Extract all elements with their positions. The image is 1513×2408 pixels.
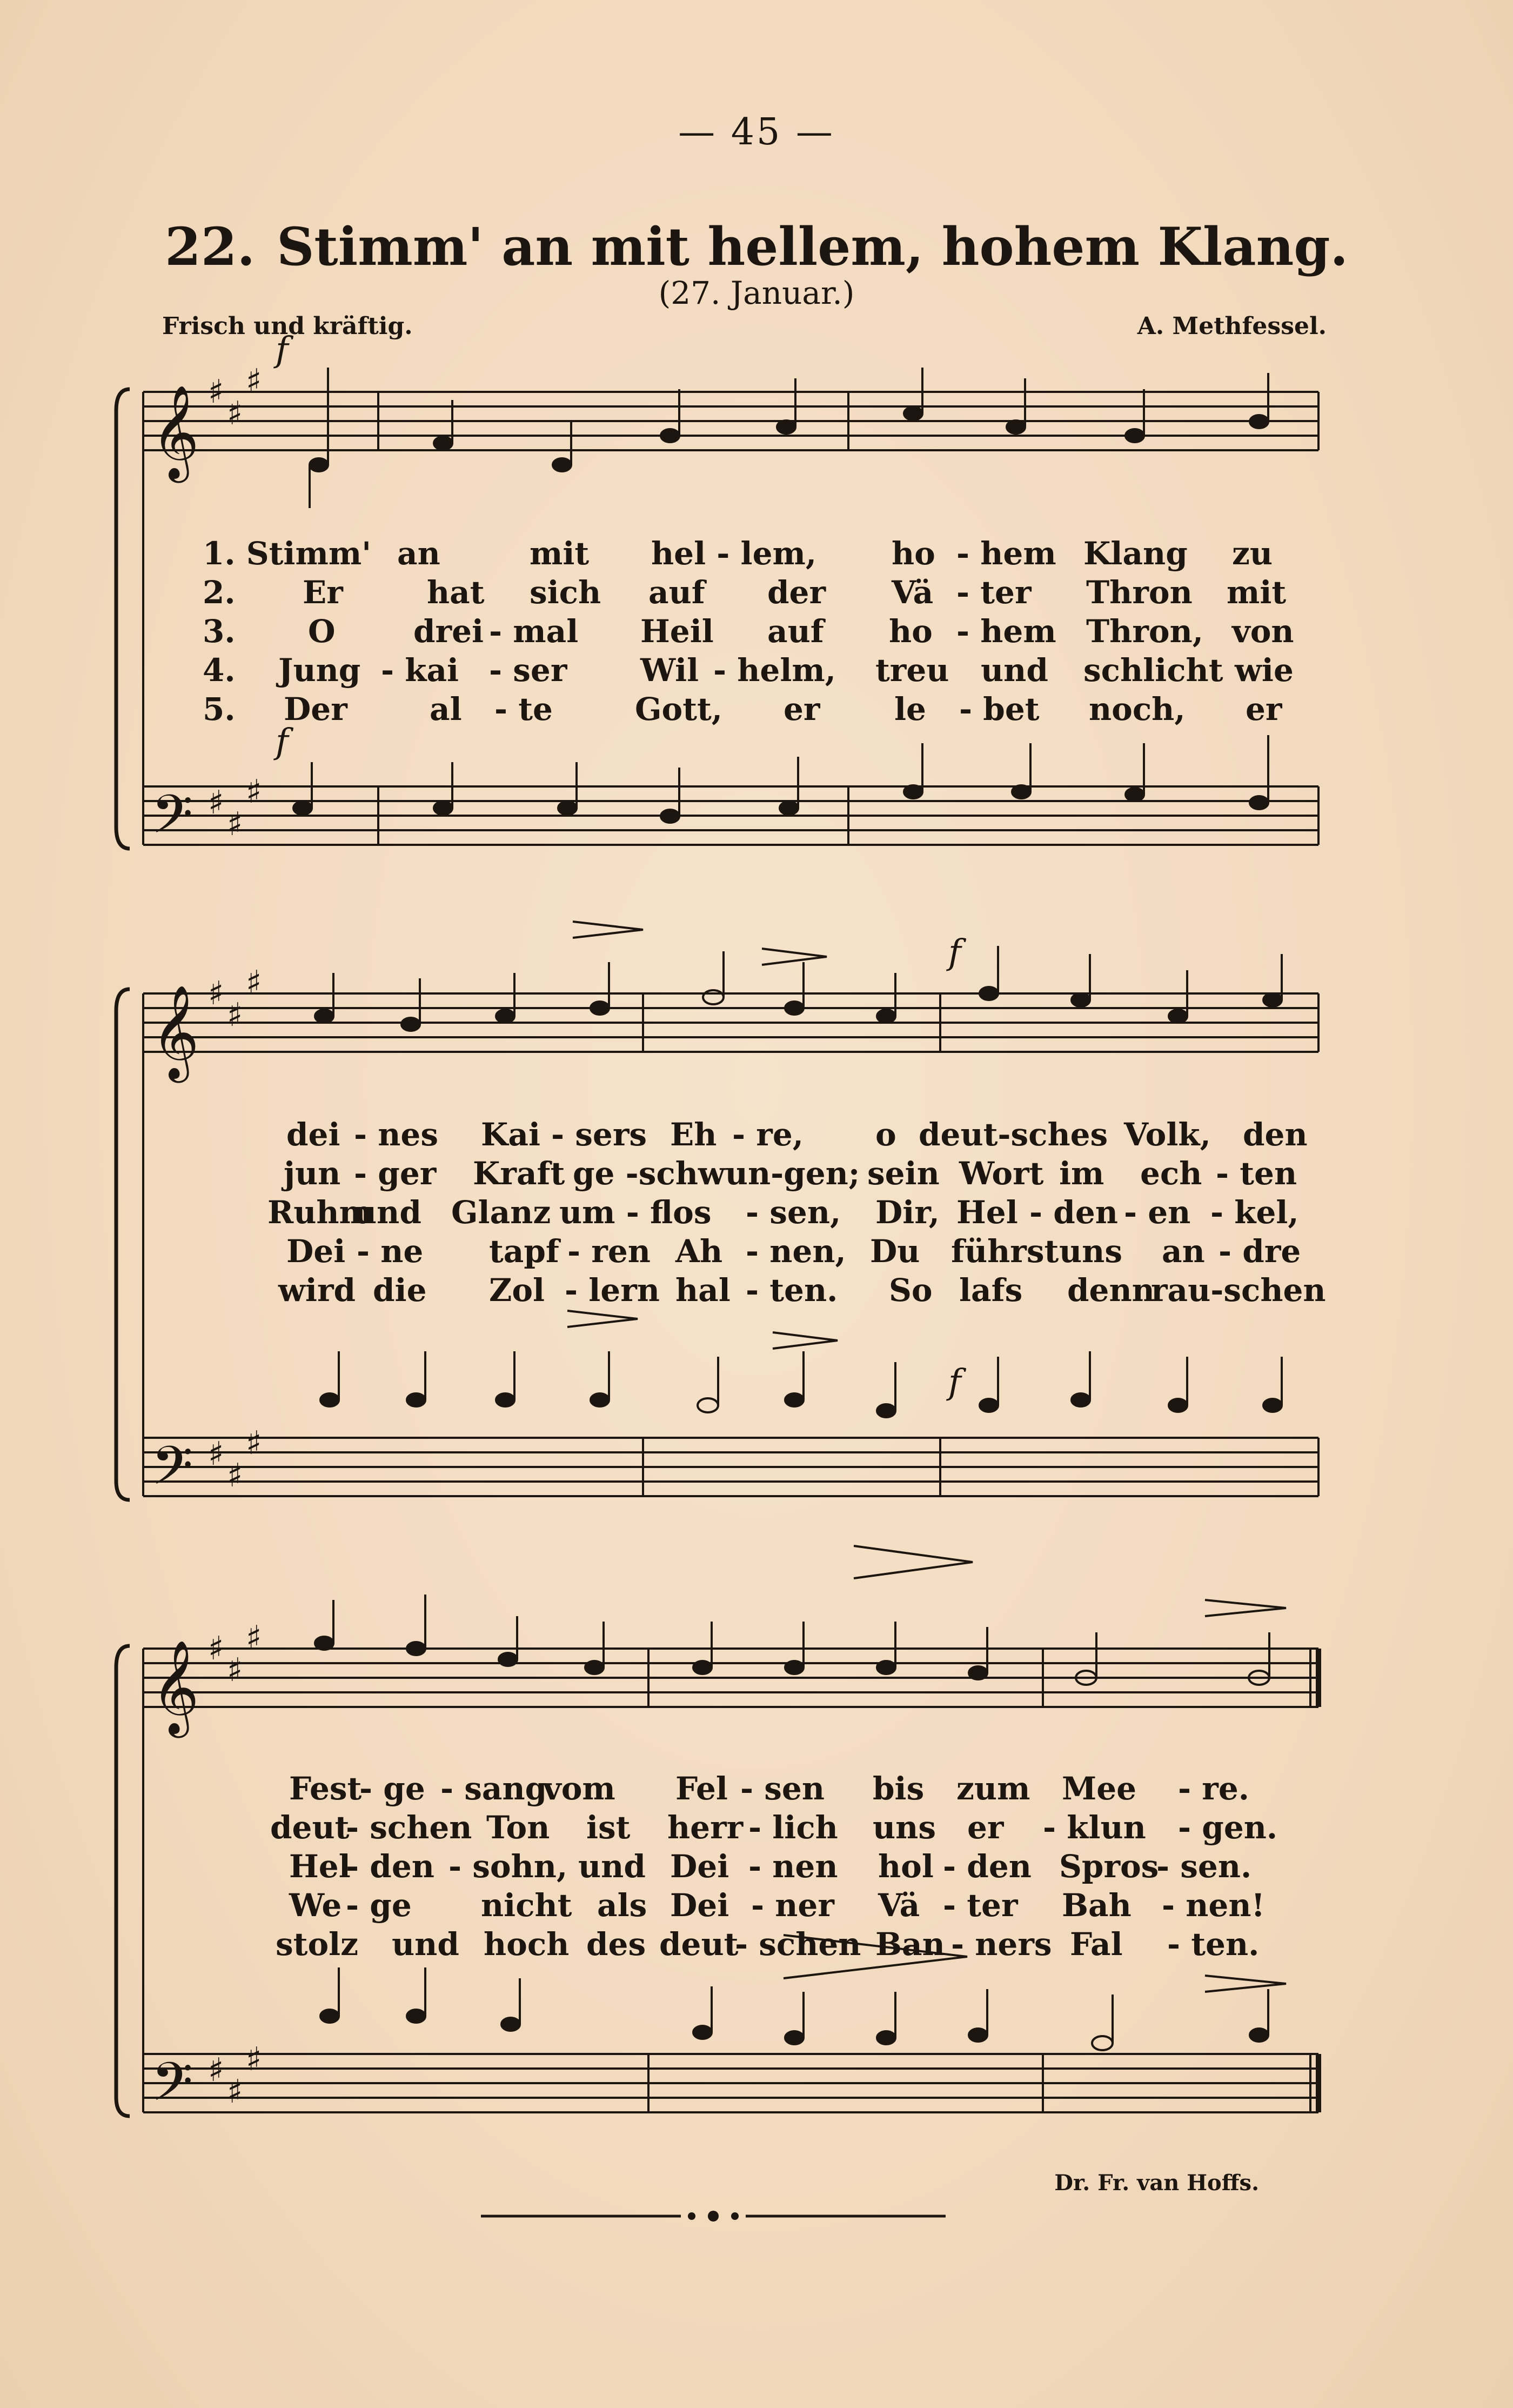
forte-marking: f [276,722,289,762]
syllable: - dre [1219,1233,1301,1270]
syllable: schlicht [1083,652,1223,689]
syllable: hol [878,1848,934,1885]
syllable: Wil [640,652,699,689]
syllable: - mal [489,613,579,650]
syllable: - ten. [1167,1926,1260,1963]
syllable: uns [1059,1233,1122,1270]
syllable: und [392,1926,459,1963]
syllable: Spros [1059,1848,1159,1885]
verse-5-line [0,1272,1513,1310]
syllable: - kai [381,652,459,689]
syllable: al [430,691,462,728]
syllable: ge -schwun-gen; [573,1155,860,1192]
syllable: vom [543,1770,615,1807]
syllable: - ter [943,1887,1018,1924]
syllable: Kraft [473,1155,565,1192]
syllable: Mee [1062,1770,1137,1807]
syllable: er [1246,691,1282,728]
song-date: (27. Januar.) [658,275,855,311]
syllable: Vä [892,574,934,611]
syllable: und [981,652,1048,689]
syllable: Ban [875,1926,945,1963]
system-3-bass-staff [143,2054,1318,2112]
syllable: ho [889,613,933,650]
svg-text:♯: ♯ [246,362,262,400]
composer: A. Methfessel. [1137,312,1327,340]
syllable: auf [767,613,824,650]
verse-3-line [0,613,1513,651]
verse-2-line [0,574,1513,612]
syllable: - ser [489,652,567,689]
syllable: tapf [489,1233,559,1270]
syllable: hal [675,1272,731,1309]
syllable: Fel [675,1770,728,1807]
svg-text:♯: ♯ [208,2051,224,2089]
syllable: und [354,1194,421,1231]
system-2-bass-staff [143,1438,1318,1496]
syllable: - nen! [1162,1887,1265,1924]
svg-text:𝄞: 𝄞 [151,1640,199,1734]
syllable: Er [303,574,343,611]
syllable: - den [943,1848,1032,1885]
syllable: Ah [675,1233,723,1270]
syllable: - ner [751,1887,834,1924]
syllable: Eh [670,1116,717,1153]
syllable: - sohn, [448,1848,568,1885]
syllable: Ton [486,1809,550,1846]
syllable: Dei [286,1233,346,1270]
syllable: - sen. [1156,1848,1252,1885]
syllable: die [373,1272,427,1309]
syllable: um - flos [559,1194,712,1231]
svg-text:𝄢: 𝄢 [151,2051,193,2126]
syllable: - helm, [713,652,836,689]
svg-text:♯: ♯ [227,805,243,843]
syllable: an [397,535,440,572]
syllable: - ners [951,1926,1052,1963]
syllable: - ter [956,574,1032,611]
ornament-divider [476,2208,951,2224]
syllable: 5. [203,691,236,728]
syllable: - den [346,1848,434,1885]
syllable: 2. [203,574,236,611]
syllable: hel - lem, [651,535,817,572]
syllable: Thron [1086,574,1193,611]
syllable: Glanz [451,1194,551,1231]
syllable: mit [530,535,590,572]
syllable: Fal [1070,1926,1123,1963]
syllable: - schen [346,1809,472,1846]
svg-text:♯: ♯ [246,1424,262,1462]
syllable: dei [286,1116,340,1153]
syllable: So [889,1272,933,1309]
syllable: o [875,1116,896,1153]
verse-2-line [0,1155,1513,1193]
verse-4-line [0,652,1513,690]
system-1-treble-staff [143,392,1318,450]
forte-marking: f [276,330,289,370]
svg-text:♯: ♯ [227,996,243,1034]
syllable: - ge [359,1770,425,1807]
verse-1-line [0,535,1513,573]
syllable: - den [1029,1194,1118,1231]
svg-text:𝄢: 𝄢 [151,784,193,859]
verse-2-line [0,1809,1513,1847]
syllable: - en [1124,1194,1191,1231]
syllable: ech [1140,1155,1202,1192]
syllable: Du [870,1233,920,1270]
svg-text:♯: ♯ [208,373,224,411]
svg-text:♯: ♯ [246,2040,262,2078]
syllable: hat [427,574,485,611]
svg-text:♯: ♯ [208,1630,224,1667]
syllable: er [967,1809,1004,1846]
svg-text:♯: ♯ [246,964,262,1002]
syllable: an [1162,1233,1205,1270]
syllable: - nen, [746,1233,846,1270]
verse-3-line [0,1194,1513,1232]
syllable: Hel [289,1848,351,1885]
arranger-credit: Dr. Fr. van Hoffs. [1054,2170,1259,2196]
verse-5-line [0,1926,1513,1964]
syllable: stolz [276,1926,359,1963]
syllable: Kai [481,1116,541,1153]
svg-text:♯: ♯ [227,1651,243,1689]
syllable: Hel [956,1194,1018,1231]
syllable: - sers [551,1116,647,1153]
svg-text:♯: ♯ [208,784,224,822]
syllable: Jung [278,652,361,689]
svg-text:♯: ♯ [227,395,243,432]
syllable: - ten. [746,1272,838,1309]
syllable: - schen [735,1926,861,1963]
syllable: zum [956,1770,1030,1807]
verse-4-line [0,1887,1513,1925]
tempo-marking: Frisch und kräftig. [162,312,413,340]
syllable: - sen [740,1770,825,1807]
syllable: - lich [748,1809,838,1846]
syllable: - te [494,691,553,728]
svg-text:♯: ♯ [208,1435,224,1473]
syllable: führst [951,1233,1059,1270]
syllable: Wort [959,1155,1044,1192]
syllable: mit [1227,574,1287,611]
syllable: - gen. [1178,1809,1278,1846]
forte-marking: f [948,932,961,972]
syllable: le [894,691,926,728]
syllable: deut [659,1926,739,1963]
syllable: - ger [354,1155,437,1192]
syllable: der [767,574,826,611]
svg-text:𝄞: 𝄞 [151,385,199,479]
syllable: - sang [440,1770,547,1807]
svg-text:𝄞: 𝄞 [151,985,199,1079]
syllable: - ten [1216,1155,1297,1192]
svg-text:♯: ♯ [227,2073,243,2111]
syllable: treu [875,652,949,689]
syllable: Dir, [875,1194,940,1231]
syllable: denn [1067,1272,1155,1309]
syllable: nicht [481,1887,572,1924]
syllable: Heil [640,613,714,650]
syllable: wie [1235,652,1294,689]
syllable: - hem [956,613,1056,650]
syllable: hoch [484,1926,570,1963]
syllable: den [1243,1116,1308,1153]
syllable: - nen [748,1848,838,1885]
syllable: - ren [567,1233,651,1270]
syllable: zu [1232,535,1273,572]
song-title: Stimm' an mit hellem, hohem Klang. [277,216,1348,277]
syllable: O [308,613,336,650]
verse-1-line [0,1116,1513,1154]
syllable: - re, [732,1116,804,1153]
syllable: Der [284,691,347,728]
syllable: sich [530,574,601,611]
syllable: deut-sches [919,1116,1108,1153]
syllable: - ne [357,1233,424,1270]
syllable: - kel, [1210,1194,1299,1231]
verse-4-line [0,1233,1513,1271]
syllable: - klun [1043,1809,1146,1846]
syllable: - nes [354,1116,438,1153]
syllable: auf [648,574,705,611]
syllable: Dei [670,1848,729,1885]
syllable: 1. Stimm' [203,535,371,572]
syllable: 3. [203,613,236,650]
syllable: We [289,1887,342,1924]
syllable: er [784,691,820,728]
verse-3-line [0,1848,1513,1886]
syllable: des [586,1926,646,1963]
syllable: sein [867,1155,940,1192]
verse-1-line [0,1770,1513,1808]
syllable: herr [667,1809,744,1846]
syllable: 4. [203,652,236,689]
syllable: Zol [489,1272,545,1309]
syllable: - lern [565,1272,660,1309]
syllable: - hem [956,535,1056,572]
syllable: lafs [959,1272,1023,1309]
syllable: ist [586,1809,631,1846]
syllable: Ruhm [267,1194,372,1231]
syllable: - sen, [746,1194,841,1231]
syllable: von [1232,613,1294,650]
forte-marking: f [948,1362,961,1402]
syllable: uns [873,1809,936,1846]
page-number: — 45 — [678,111,835,154]
syllable: im [1059,1155,1104,1192]
syllable: noch, [1089,691,1186,728]
syllable: jun [284,1155,341,1192]
svg-text:♯: ♯ [208,975,224,1012]
song-number: 22. [165,216,256,277]
syllable: Thron, [1086,613,1203,650]
syllable: bis [873,1770,925,1807]
syllable: Bah [1062,1887,1132,1924]
syllable: drei [413,613,484,650]
syllable: Fest [289,1770,362,1807]
syllable: rau-schen [1151,1272,1326,1309]
syllable: Vä [878,1887,920,1924]
syllable: Dei [670,1887,729,1924]
syllable: wird [278,1272,356,1309]
syllable: Klang [1083,535,1188,572]
system-3-treble-staff [143,1649,1318,1707]
syllable: - bet [959,691,1040,728]
syllable: als [597,1887,647,1924]
syllable: Gott, [635,691,722,728]
svg-text:♯: ♯ [227,1457,243,1495]
svg-text:♯: ♯ [246,773,262,811]
syllable: und [578,1848,646,1885]
svg-text:♯: ♯ [246,1619,262,1657]
syllable: Volk, [1124,1116,1211,1153]
verse-5-line [0,691,1513,729]
svg-text:𝄢: 𝄢 [151,1435,193,1510]
syllable: deut [270,1809,350,1846]
syllable: - ge [346,1887,412,1924]
syllable: - re. [1178,1770,1249,1807]
syllable: ho [892,535,935,572]
